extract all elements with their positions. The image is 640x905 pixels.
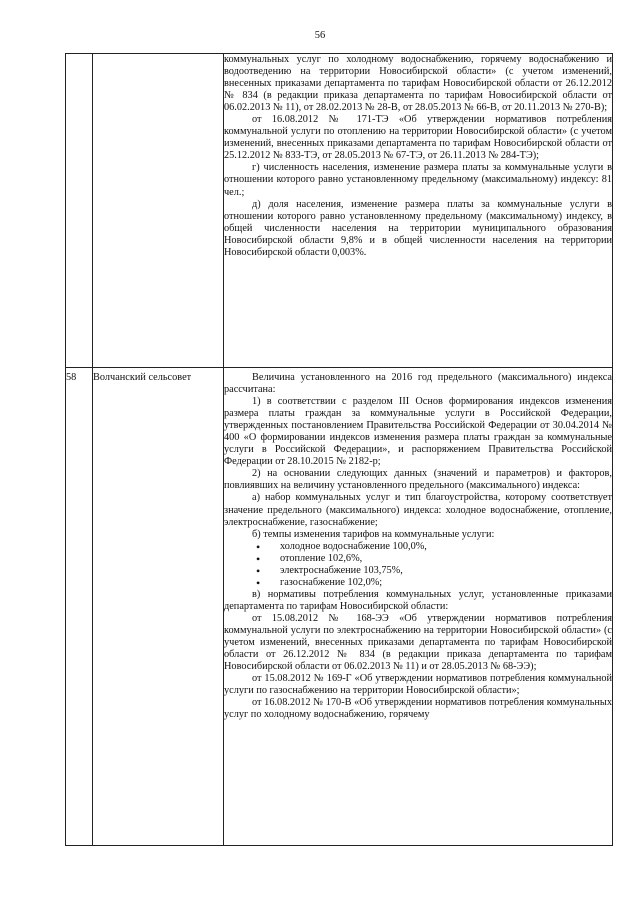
list-item: • газоснабжение 102,0%; <box>280 577 612 589</box>
municipality-name-cell <box>93 54 224 368</box>
list-item: • электроснабжение 103,75%, <box>280 565 612 577</box>
paragraph: от 16.08.2012 № 170-В «Об утверждении нормативов потребления коммунальных услуг по холодному водоснабжению, горячему <box>224 697 612 721</box>
tariff-change-list <box>224 541 612 589</box>
paragraph: г) численность населения, изменение размера платы за коммунальные услуги в отношении которого равно установленному предельному (максимальному) индексу: 81 чел.; <box>224 162 612 198</box>
row-number-cell: 58 <box>66 368 93 846</box>
paragraph: от 15.08.2012 № 168-ЭЭ «Об утверждении нормативов потребления коммунальной услуги по электроснабжению на территории Новосибирской области» (с учетом изменений, внесенных приказами департамента по тарифам Новосибирской области от 26.12.2012 № 834 (в редакции приказа департамента по тарифам Новосибирской области от 06.02.2013 № 11) и от 28.05.2013 № 68-ЭЭ); <box>224 612 612 673</box>
paragraph: д) доля населения, изменение размера платы за коммунальные услуги в отношении которого равно установленному предельному (максимальному) индексу, в общей численности населения на территории муниципального образования Новосибирской области 9,8% и в общей численности населения на территории Новосибирской области 0,003%. <box>224 198 612 258</box>
table-row <box>66 54 613 368</box>
tariff-table <box>65 53 613 846</box>
paragraph: от 16.08.2012 № 171-ТЭ «Об утверждении нормативов потребления коммунальной услуги по отоплению на территории Новосибирской области» (с учетом изменений, внесенных приказами департамента по тарифам Новосибирской области от 25.12.2012 № 833-ТЭ, от 28.05.2013 № 67-ТЭ, от 26.11.2013 № 284-ТЭ); <box>224 114 612 162</box>
paragraph: Величина установленного на 2016 год предельного (максимального) индекса рассчитана: <box>224 372 612 396</box>
paragraph: а) набор коммунальных услуг и тип благоустройства, которому соответствует значение предельного (максимального) индекса: холодное водоснабжение, отопление, электроснабжение, газоснабжение; <box>224 492 612 528</box>
paragraph: б) темпы изменения тарифов на коммунальные услуги: <box>252 528 495 540</box>
description-cell <box>224 54 613 368</box>
table-row <box>66 368 613 846</box>
list-item: • отопление 102,6%, <box>280 553 612 565</box>
list-item: • холодное водоснабжение 100,0%, <box>280 541 612 553</box>
row-number-cell <box>66 54 93 368</box>
paragraph: от 15.08.2012 № 169-Г «Об утверждении нормативов потребления коммунальной услуги по газоснабжению на территории Новосибирской области»; <box>224 673 612 697</box>
description-cell <box>224 368 613 846</box>
paragraph: в) нормативы потребления коммунальных услуг, установленные приказами департамента по тарифам Новосибирской области: <box>224 588 612 612</box>
page-number: 56 <box>314 30 326 41</box>
paragraph: 2) на основании следующих данных (значений и параметров) и факторов, повлиявших на величину установленного предельного (максимального) индекса: <box>224 468 612 492</box>
paragraph: 1) в соответствии с разделом III Основ формирования индексов изменения размера платы граждан за коммунальные услуги в Российской Федерации, утвержденных постановлением Правительства Российской Федерации от 30.04.2014 № 400 «О формировании индексов изменения размера платы граждан за коммунальные услуги в Российской Федерации», и распоряжением Правительства Российской Федерации от 28.10.2015 № 2182-р; <box>224 396 612 468</box>
municipality-name-cell: Волчанский сельсовет <box>93 368 224 846</box>
paragraph: коммунальных услуг по холодному водоснабжению, горячему водоснабжению и водоотведению на территории Новосибирской области» (с учетом изменений, внесенных приказами департамента по тарифам Новосибирской области от 26.12.2012 № 834 (в редакции приказа департамента по тарифам Новосибирской области от 06.02.2013 № 11), от 28.02.2013 № 28-В, от 28.05.2013 № 66-В, от 20.11.2013 № 270-В); <box>224 54 612 114</box>
